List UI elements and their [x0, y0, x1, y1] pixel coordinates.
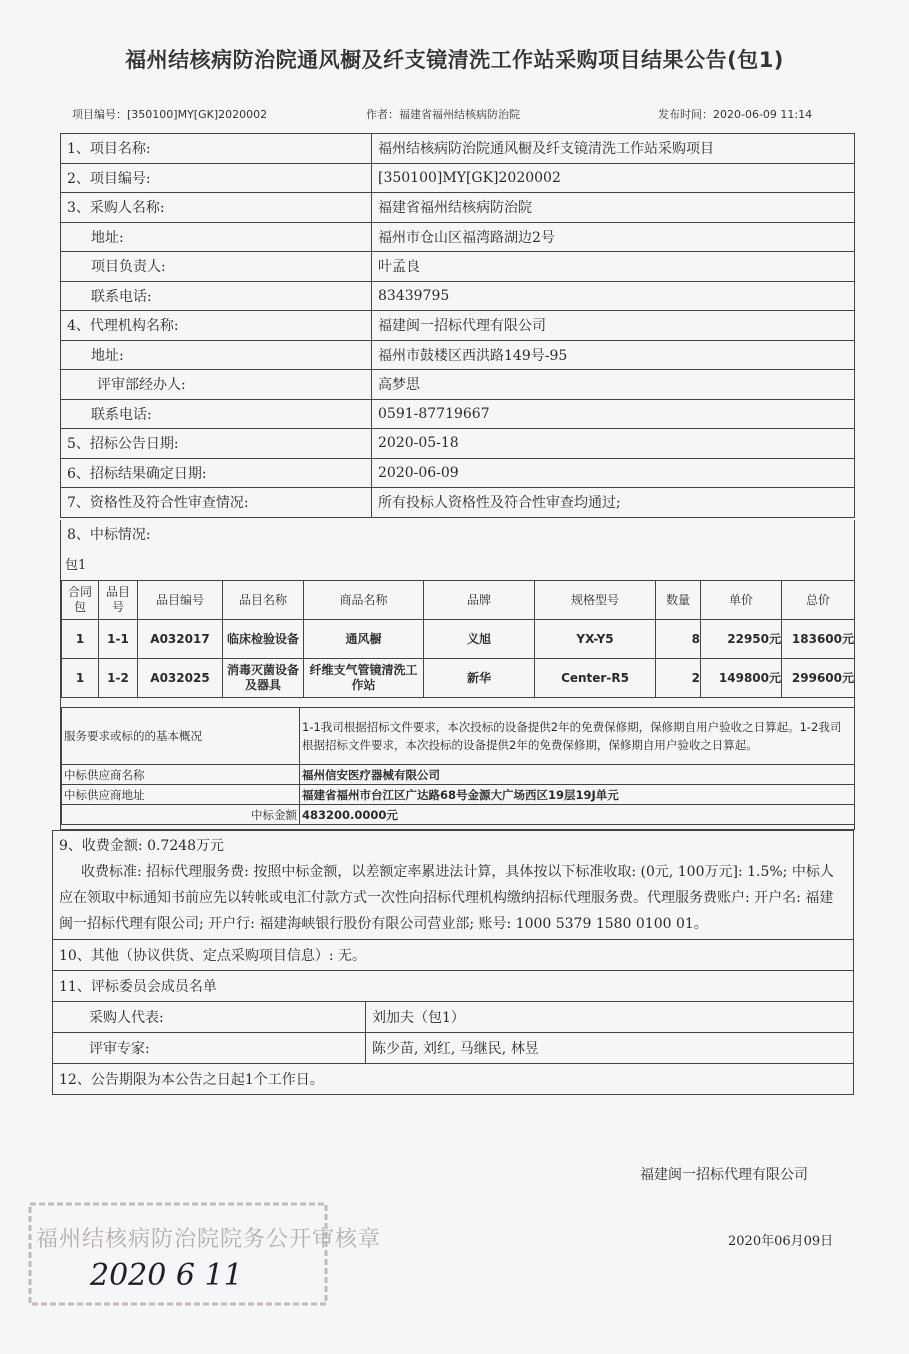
- info-row: [61, 193, 855, 223]
- info-row: [61, 340, 855, 370]
- buyer-rep-label: 采购人代表:: [53, 1002, 366, 1033]
- award-section: [60, 520, 855, 830]
- info-row: [61, 252, 855, 282]
- stamp-text: 福州结核病防治院院务公开审核章: [36, 1227, 382, 1252]
- row-label: 5、招标公告日期:: [61, 429, 372, 459]
- cell: Center-R5: [535, 659, 656, 698]
- award-amount: 483200.0000元: [300, 805, 855, 825]
- cell: 1: [62, 620, 99, 659]
- amount-row: [62, 805, 855, 825]
- column-header: 合同包: [62, 581, 99, 620]
- row-value: 福州结核病防治院通风橱及纤支镜清洗工作站采购项目: [372, 134, 855, 164]
- info-row: [61, 488, 855, 518]
- service-label: 服务要求或标的的基本概况: [62, 708, 300, 765]
- service-text: 1-1我司根据招标文件要求，本次投标的设备提供2年的免费保修期，保修期自用户验收之日算起。1-2我司根据招标文件要求，本次投标的设备提供2年的免费保修期，保修期自用户验收之日算起。: [300, 708, 855, 765]
- cell: 1-2: [99, 659, 138, 698]
- award-info-table: [61, 707, 855, 825]
- row-label: 2、项目编号:: [61, 163, 372, 193]
- info-row: [61, 222, 855, 252]
- buyer-rep-value: 刘加夫（包1）: [366, 1002, 854, 1033]
- row-label: 6、招标结果确定日期:: [61, 458, 372, 488]
- column-header: 单价: [701, 581, 782, 620]
- cell: 22950元: [701, 620, 782, 659]
- supplier-address-label: 中标供应商地址: [62, 785, 300, 805]
- cell: 新华: [424, 659, 535, 698]
- info-row: [61, 311, 855, 341]
- row-label: 3、采购人名称:: [61, 193, 372, 223]
- cell: 义旭: [424, 620, 535, 659]
- period-row: [53, 1064, 854, 1095]
- cell: 8: [656, 620, 701, 659]
- info-row: [61, 281, 855, 311]
- amount-label: 中标金额: [62, 805, 300, 825]
- column-header: 品目编号: [138, 581, 223, 620]
- row-value: 83439795: [372, 281, 855, 311]
- package-label: 包1: [65, 558, 87, 573]
- supplier-label: 中标供应商名称: [62, 765, 300, 785]
- row-value: 叶孟良: [372, 252, 855, 282]
- fee-heading: 9、收费金额: 0.7248万元: [59, 838, 225, 854]
- row-value: 福建闽一招标代理有限公司: [372, 311, 855, 341]
- cell: 消毒灭菌设备及器具: [223, 659, 304, 698]
- row-label: 项目负责人:: [61, 252, 372, 282]
- fee-text: 收费标准: 招标代理服务费: 按照中标金额，以差额定率累进法计算，具体按以下标准收取: (0元, 100万元]: 1.5%; 中标人应在领取中标通知书前应先以转帐或电汇付款方式一次性向招标代理机构缴纳招标代理服务费。代理服务费账户: 开户名: 福建闽一招标代理有限公司; 开户行: 福建海峡银行股份有限公司营业部; 账号: 1000 5379 1580 0100 01。: [59, 864, 834, 932]
- row-value: 福建省福州结核病防治院: [372, 193, 855, 223]
- column-header: 数量: [656, 581, 701, 620]
- column-header: 品目名称: [223, 581, 304, 620]
- cell: 临床检验设备: [223, 620, 304, 659]
- supplier-address: 福建省福州市台江区广达路68号金源大广场西区19层19J单元: [300, 785, 855, 805]
- experts-value: 陈少苗, 刘红, 马继民, 林昱: [366, 1033, 854, 1064]
- handwritten-date: 2020 6 11: [90, 1258, 243, 1293]
- publish-time: 发布时间：2020-06-09 11:14: [658, 108, 813, 121]
- other-row: [53, 940, 854, 971]
- fee-cell: [53, 831, 854, 940]
- row-label: 地址:: [61, 222, 372, 252]
- row-label: 7、资格性及符合性审查情况:: [61, 488, 372, 518]
- row-label: 地址:: [61, 340, 372, 370]
- agency-signature: 福建闽一招标代理有限公司: [640, 1167, 808, 1183]
- info-row: [61, 429, 855, 459]
- committee-heading-row: [53, 971, 854, 1002]
- award-heading: 8、中标情况:: [67, 527, 151, 543]
- cell: 2: [656, 659, 701, 698]
- other-text: 10、其他（协议供货、定点采购项目信息）: 无。: [53, 940, 854, 971]
- row-value: 2020-05-18: [372, 429, 855, 459]
- info-row: [61, 134, 855, 164]
- row-value: 所有投标人资格性及符合性审查均通过;: [372, 488, 855, 518]
- award-items-table: [61, 580, 855, 698]
- info-table: [60, 133, 855, 518]
- row-label: 4、代理机构名称:: [61, 311, 372, 341]
- cell: 纤维支气管镜清洗工作站: [304, 659, 424, 698]
- project-number: 项目编号：[350100]MY[GK]2020002: [72, 108, 268, 121]
- cell: 通风橱: [304, 620, 424, 659]
- fee-and-committee-table: [52, 830, 854, 1095]
- fee-row: [53, 831, 854, 940]
- cell: 183600元: [782, 620, 855, 659]
- table-header-row: [62, 581, 855, 620]
- cell: 149800元: [701, 659, 782, 698]
- cell: A032025: [138, 659, 223, 698]
- row-value: 2020-06-09: [372, 458, 855, 488]
- row-label: 1、项目名称:: [61, 134, 372, 164]
- cell: 1-1: [99, 620, 138, 659]
- row-value: [350100]MY[GK]2020002: [372, 163, 855, 193]
- supplier-name: 福州信安医疗器械有限公司: [300, 765, 855, 785]
- column-header: 品目号: [99, 581, 138, 620]
- period-text: 12、公告期限为本公告之日起1个工作日。: [53, 1064, 854, 1095]
- buyer-rep-row: [53, 1002, 854, 1033]
- cell: 1: [62, 659, 99, 698]
- row-value: 福州市仓山区福湾路湖边2号: [372, 222, 855, 252]
- column-header: 总价: [782, 581, 855, 620]
- info-row: [61, 399, 855, 429]
- cell: A032017: [138, 620, 223, 659]
- service-row: [62, 708, 855, 765]
- info-row: [61, 458, 855, 488]
- column-header: 品牌: [424, 581, 535, 620]
- info-row: [61, 370, 855, 400]
- row-label: 联系电话:: [61, 399, 372, 429]
- supplier-row: [62, 765, 855, 785]
- table-row: [62, 659, 855, 698]
- info-row: [61, 163, 855, 193]
- cell: 299600元: [782, 659, 855, 698]
- experts-label: 评审专家:: [53, 1033, 366, 1064]
- cell: YX-Y5: [535, 620, 656, 659]
- column-header: 规格型号: [535, 581, 656, 620]
- experts-row: [53, 1033, 854, 1064]
- notice-date: 2020年06月09日: [728, 1234, 834, 1249]
- author: 作者：福建省福州结核病防治院: [366, 108, 520, 121]
- page-title: 福州结核病防治院通风橱及纤支镜清洗工作站采购项目结果公告(包1): [125, 48, 784, 72]
- table-row: [62, 620, 855, 659]
- committee-heading: 11、评标委员会成员名单: [53, 971, 854, 1002]
- row-value: 福州市鼓楼区西洪路149号-95: [372, 340, 855, 370]
- row-value: 高梦思: [372, 370, 855, 400]
- row-label: 评审部经办人:: [61, 370, 372, 400]
- row-label: 联系电话:: [61, 281, 372, 311]
- column-header: 商品名称: [304, 581, 424, 620]
- row-value: 0591-87719667: [372, 399, 855, 429]
- address-row: [62, 785, 855, 805]
